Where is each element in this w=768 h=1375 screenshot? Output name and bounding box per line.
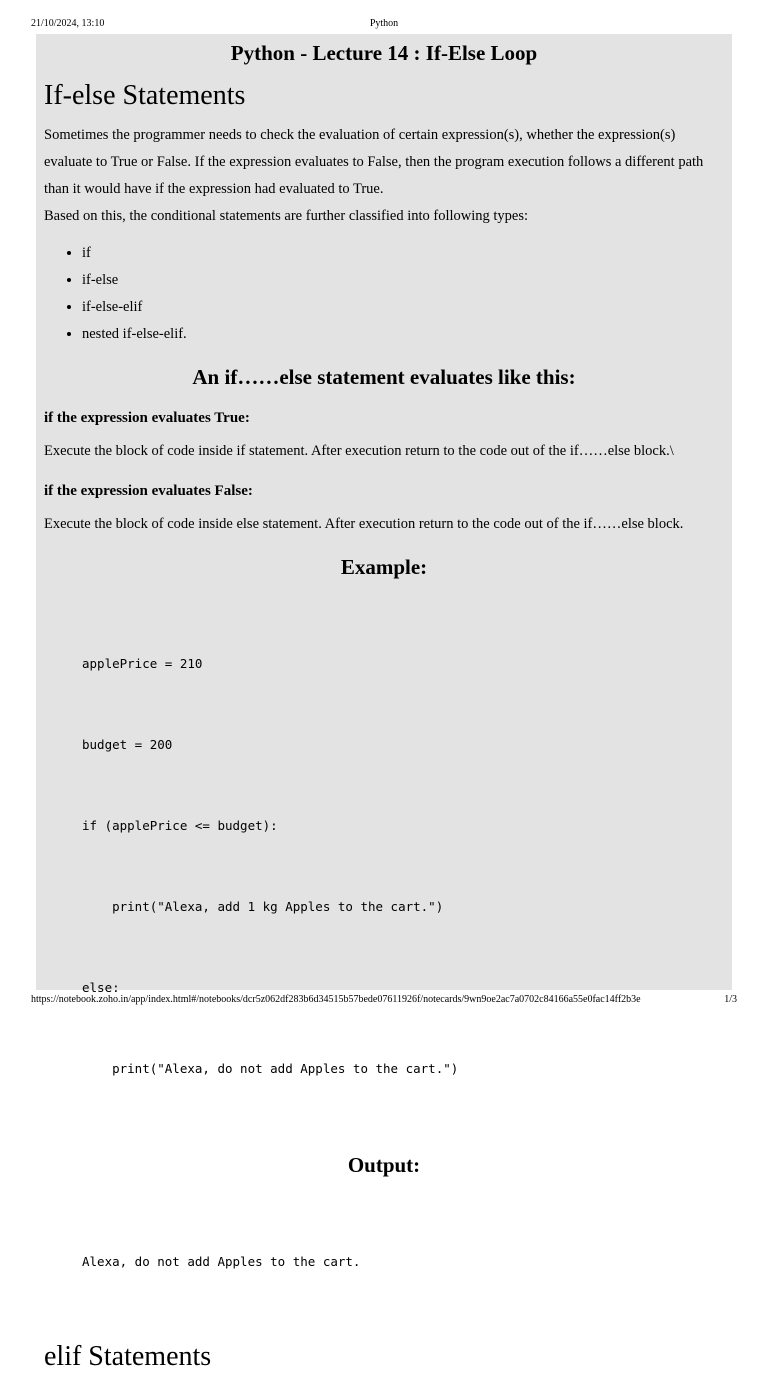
output-code-block [82,1194,724,1329]
code-line: applePrice = 210 [82,656,203,671]
classification-paragraph: Based on this, the conditional statements are further classified into following types: [44,208,529,224]
code-line: else: [82,980,120,995]
page-number: 1/3 [724,994,737,1005]
intro-paragraph: Sometimes the programmer needs to check the evaluation of certain expression(s), whether the expression(s) evaluate to True or False. If the expression evaluates to False, then the program execution follows a different path than it would have if the expression had evaluated to True. [44,127,704,197]
code-line: budget = 200 [82,737,173,752]
print-url: https://notebook.zoho.in/app/index.html#/notebooks/dcr5z062df283b6d34515b57bede07611926f/notecards/9wn9oe2ac7a0702c84166a55e0fac14ff2b3e [31,994,641,1005]
print-footer [0,993,768,1007]
true-case-heading: if the expression evaluates True: [44,410,250,426]
code-line: print("Alexa, add 1 kg Apples to the cart.") [82,899,444,914]
list-item: • if [82,240,724,267]
code-line: if (applePrice <= budget): [82,818,278,833]
false-case-text: Execute the block of code inside else statement. After execution return to the code out of the if……else block. [44,516,684,532]
lecture-title: Python - Lecture 14 : If-Else Loop [230,41,538,65]
example-code-block [82,596,724,1136]
false-case-heading: if the expression evaluates False: [44,483,253,499]
section-heading-elif: elif Statements [44,1341,212,1372]
list-item: • nested if-else-elif. [82,321,724,348]
list-item: • if-else-elif [82,294,724,321]
evaluates-heading: An if……else statement evaluates like this: [192,365,576,389]
code-line: Alexa, do not add Apples to the cart. [82,1254,361,1269]
note-content [36,40,732,1375]
print-page-title: Python [369,18,399,29]
section-heading-if-else: If-else Statements [44,80,246,111]
print-header [0,17,768,31]
print-date: 21/10/2024, 13:10 [31,18,105,29]
list-item: • if-else [82,267,724,294]
code-line: print("Alexa, do not add Apples to the cart.") [82,1061,459,1076]
example-heading: Example: [340,555,428,579]
true-case-text: Execute the block of code inside if statement. After execution return to the code out of the if……else block.\ [44,443,674,459]
statement-types-list [44,240,724,348]
output-heading: Output: [347,1153,421,1177]
